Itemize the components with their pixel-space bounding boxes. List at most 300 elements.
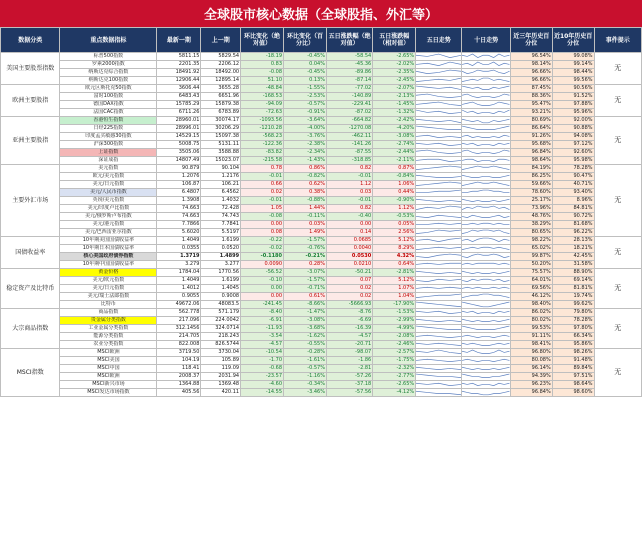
latest-value: 1.4049: [157, 237, 201, 245]
indicator-name: 富时100指数: [60, 93, 157, 101]
ten-year-percentile: 91.48%: [552, 357, 594, 365]
change-abs: -0.22: [241, 237, 284, 245]
five-day-abs: -4.57: [326, 333, 372, 341]
previous-value: 12895.14: [201, 77, 241, 85]
latest-value: 15785.29: [157, 101, 201, 109]
three-year-percentile: 96.66%: [510, 69, 552, 77]
ten-year-percentile: 90.47%: [552, 173, 594, 181]
five-day-pct: 8.29%: [373, 245, 416, 253]
change-pct: -3.08%: [284, 317, 327, 325]
five-day-abs: -87.02: [326, 109, 372, 117]
five-day-sparkline: [416, 381, 462, 389]
five-day-sparkline: [416, 53, 462, 61]
ten-day-sparkline: [462, 349, 510, 357]
latest-value: 1364.88: [157, 381, 201, 389]
table-row: [1, 269, 642, 277]
five-day-abs: -89.86: [326, 69, 372, 77]
ten-year-percentile: 97.51%: [552, 373, 594, 381]
ten-year-percentile: 97.88%: [552, 101, 594, 109]
three-year-percentile: 87.45%: [510, 85, 552, 93]
five-day-pct: -2.35%: [373, 69, 416, 77]
five-day-pct: -2.02%: [373, 61, 416, 69]
three-year-percentile: 88.36%: [510, 93, 552, 101]
change-pct: -1.55%: [284, 85, 327, 93]
previous-value: 324.0714: [201, 325, 241, 333]
header-change-abs: 环比变化（绝对值）: [241, 28, 284, 53]
change-pct: -1.43%: [284, 157, 327, 165]
change-pct: -0.34%: [284, 381, 327, 389]
latest-value: 28960.01: [157, 117, 201, 125]
change-pct: -2.34%: [284, 149, 327, 157]
indicator-name: 深证成指: [60, 157, 157, 165]
change-abs: -23.57: [241, 373, 284, 381]
previous-value: 30074.17: [201, 117, 241, 125]
five-day-pct: -17.90%: [373, 301, 416, 309]
five-day-sparkline: [416, 237, 462, 245]
five-day-sparkline: [416, 101, 462, 109]
change-pct: -0.71%: [284, 285, 327, 293]
change-pct: -0.57%: [284, 101, 327, 109]
five-day-sparkline: [416, 77, 462, 85]
event-tip: 无: [594, 53, 641, 85]
ten-year-percentile: 97.80%: [552, 325, 594, 333]
ten-day-sparkline: [462, 317, 510, 325]
ten-year-percentile: 98.44%: [552, 69, 594, 77]
previous-value: 1369.48: [201, 381, 241, 389]
latest-value: 14529.15: [157, 133, 201, 141]
five-day-sparkline: [416, 149, 462, 157]
table-row: [1, 109, 642, 117]
latest-value: 7.7866: [157, 221, 201, 229]
previous-value: 74.743: [201, 213, 241, 221]
page-title: 全球股市核心数据（全球股指、外汇等）: [0, 0, 642, 27]
five-day-abs: -318.85: [326, 157, 372, 165]
table-row: [1, 285, 642, 293]
five-day-pct: -0.53%: [373, 213, 416, 221]
latest-value: 104.19: [157, 357, 201, 365]
latest-value: 6711.26: [157, 109, 201, 117]
change-pct: -2.38%: [284, 141, 327, 149]
table-row: [1, 333, 642, 341]
previous-value: 6.4562: [201, 189, 241, 197]
previous-value: 0.9008: [201, 293, 241, 301]
change-abs: 51.10: [241, 77, 284, 85]
latest-value: 822.008: [157, 341, 201, 349]
ten-year-percentile: 90.88%: [552, 125, 594, 133]
previous-value: 6783.89: [201, 109, 241, 117]
table-row: [1, 165, 642, 173]
three-year-percentile: 84.19%: [510, 165, 552, 173]
change-pct: -3.68%: [284, 325, 327, 333]
indicator-name: 美元/欧元指数: [60, 277, 157, 285]
indicator-name: 核心美国政府债券指数: [60, 253, 157, 261]
previous-value: 2206.12: [201, 61, 241, 69]
latest-value: 12906.44: [157, 77, 201, 85]
latest-value: 3.279: [157, 261, 201, 269]
three-year-percentile: 86.02%: [510, 309, 552, 317]
previous-value: 1.4045: [201, 285, 241, 293]
change-pct: 0.61%: [284, 293, 327, 301]
change-abs: 0.66: [241, 181, 284, 189]
change-pct: 0.03%: [284, 221, 327, 229]
five-day-abs: 0.02: [326, 285, 372, 293]
indicator-name: 农业分类指数: [60, 341, 157, 349]
change-abs: 0.00: [241, 293, 284, 301]
five-day-pct: -2.81%: [373, 269, 416, 277]
table-row: [1, 85, 642, 93]
previous-value: 3.277: [201, 261, 241, 269]
change-abs: 0.08: [241, 229, 284, 237]
five-day-abs: 0.07: [326, 277, 372, 285]
ten-day-sparkline: [462, 309, 510, 317]
ten-day-sparkline: [462, 301, 510, 309]
five-day-abs: 0.00: [326, 221, 372, 229]
ten-year-percentile: 98.64%: [552, 381, 594, 389]
three-year-percentile: 95.47%: [510, 101, 552, 109]
indicator-name: 香港恒生指数: [60, 117, 157, 125]
change-pct: -0.45%: [284, 53, 327, 61]
five-day-abs: -57.26: [326, 373, 372, 381]
latest-value: 3505.06: [157, 149, 201, 157]
ten-year-percentile: 42.45%: [552, 253, 594, 261]
ten-day-sparkline: [462, 357, 510, 365]
five-day-sparkline: [416, 261, 462, 269]
ten-year-percentile: 93.40%: [552, 189, 594, 197]
change-abs: 1.05: [241, 205, 284, 213]
change-pct: -8.66%: [284, 301, 327, 309]
indicator-name: 欧元区斯托克50指数: [60, 85, 157, 93]
table-row: [1, 349, 642, 357]
three-year-percentile: 59.66%: [510, 181, 552, 189]
change-pct: -0.28%: [284, 349, 327, 357]
change-abs: -4.60: [241, 381, 284, 389]
previous-value: 3588.88: [201, 149, 241, 157]
table-row: [1, 189, 642, 197]
ten-year-percentile: 94.08%: [552, 133, 594, 141]
latest-value: 1.3908: [157, 197, 201, 205]
change-pct: -3.07%: [284, 269, 327, 277]
change-pct: -1.16%: [284, 373, 327, 381]
five-day-abs: -45.36: [326, 61, 372, 69]
five-day-sparkline: [416, 357, 462, 365]
indicator-name: 欧元/美元指数: [60, 173, 157, 181]
table-row: [1, 253, 642, 261]
five-day-pct: -0.90%: [373, 197, 416, 205]
ten-year-percentile: 8.96%: [552, 197, 594, 205]
five-day-pct: 2.56%: [373, 229, 416, 237]
ten-year-percentile: 98.26%: [552, 349, 594, 357]
five-day-pct: -2.08%: [373, 333, 416, 341]
ten-year-percentile: 98.60%: [552, 389, 594, 397]
latest-value: 74.663: [157, 213, 201, 221]
header-10y-pct: 近10年历史百分位: [552, 28, 594, 53]
indicator-name: 上证指数: [60, 149, 157, 157]
ten-year-percentile: 90.56%: [552, 85, 594, 93]
event-tip: 无: [594, 269, 641, 309]
ten-day-sparkline: [462, 389, 510, 397]
ten-year-percentile: 92.00%: [552, 117, 594, 125]
five-day-sparkline: [416, 117, 462, 125]
indicator-name: 罗素2000指数: [60, 61, 157, 69]
change-pct: 1.49%: [284, 229, 327, 237]
five-day-sparkline: [416, 349, 462, 357]
three-year-percentile: 96.23%: [510, 381, 552, 389]
ten-year-percentile: 31.58%: [552, 261, 594, 269]
change-abs: -1093.56: [241, 117, 284, 125]
five-day-pct: -2.99%: [373, 317, 416, 325]
five-day-abs: -0.01: [326, 197, 372, 205]
five-day-sparkline: [416, 301, 462, 309]
three-year-percentile: 93.21%: [510, 109, 552, 117]
latest-value: 1.4049: [157, 277, 201, 285]
ten-day-sparkline: [462, 253, 510, 261]
ten-day-sparkline: [462, 229, 510, 237]
latest-value: 405.56: [157, 389, 201, 397]
table-row: [1, 293, 642, 301]
event-tip: 无: [594, 309, 641, 349]
indicator-name: 沪深300指数: [60, 141, 157, 149]
change-abs: -0.10: [241, 277, 284, 285]
five-day-pct: -2.07%: [373, 85, 416, 93]
ten-year-percentile: 81.68%: [552, 221, 594, 229]
ten-day-sparkline: [462, 189, 510, 197]
latest-value: 0.0355: [157, 245, 201, 253]
table-row: [1, 93, 642, 101]
change-abs: -11.93: [241, 325, 284, 333]
ten-day-sparkline: [462, 213, 510, 221]
indicator-name: 标普500指数: [60, 53, 157, 61]
indicator-name: MSCI新兴市场: [60, 381, 157, 389]
latest-value: 106.87: [157, 181, 201, 189]
change-pct: -0.57%: [284, 365, 327, 373]
change-pct: 0.38%: [284, 189, 327, 197]
table-row: [1, 173, 642, 181]
table-row: [1, 181, 642, 189]
change-abs: -568.23: [241, 133, 284, 141]
three-year-percentile: 78.60%: [510, 189, 552, 197]
change-abs: -4.57: [241, 341, 284, 349]
change-abs: -48.84: [241, 85, 284, 93]
change-abs: -241.45: [241, 301, 284, 309]
three-year-percentile: 86.64%: [510, 125, 552, 133]
ten-day-sparkline: [462, 117, 510, 125]
five-day-sparkline: [416, 93, 462, 101]
five-day-pct: -1.53%: [373, 309, 416, 317]
ten-year-percentile: 66.34%: [552, 333, 594, 341]
previous-value: 7.7841: [201, 221, 241, 229]
five-day-abs: 1.12: [326, 181, 372, 189]
five-day-abs: -5666.93: [326, 301, 372, 309]
latest-value: 214.705: [157, 333, 201, 341]
table-row: [1, 357, 642, 365]
table-row: [1, 309, 642, 317]
change-pct: 0.62%: [284, 181, 327, 189]
previous-value: 5829.54: [201, 53, 241, 61]
five-day-abs: -77.02: [326, 85, 372, 93]
three-year-percentile: 80.08%: [510, 357, 552, 365]
five-day-sparkline: [416, 341, 462, 349]
indicator-name: MSCI美国: [60, 357, 157, 365]
ten-year-percentile: 96.22%: [552, 229, 594, 237]
latest-value: 5008.75: [157, 141, 201, 149]
change-pct: 1.44%: [284, 205, 327, 213]
change-pct: -0.91%: [284, 109, 327, 117]
latest-value: 562.778: [157, 309, 201, 317]
indicator-name: MSCI中国: [60, 365, 157, 373]
change-pct: -1.57%: [284, 237, 327, 245]
three-year-percentile: 73.96%: [510, 205, 552, 213]
ten-year-percentile: 40.71%: [552, 181, 594, 189]
latest-value: 6.4807: [157, 189, 201, 197]
five-day-sparkline: [416, 157, 462, 165]
five-day-abs: 0.14: [326, 229, 372, 237]
three-year-percentile: 99.53%: [510, 325, 552, 333]
change-abs: 0.02: [241, 189, 284, 197]
previous-value: 119.09: [201, 365, 241, 373]
five-day-pct: -2.32%: [373, 365, 416, 373]
ten-day-sparkline: [462, 333, 510, 341]
five-day-sparkline: [416, 189, 462, 197]
table-row: [1, 61, 642, 69]
change-pct: 0.04%: [284, 61, 327, 69]
event-tip: 无: [594, 85, 641, 117]
five-day-pct: -2.57%: [373, 349, 416, 357]
header-indicator: 重点数据指标: [60, 28, 157, 53]
change-abs: -0.1180: [241, 253, 284, 261]
table-row: [1, 141, 642, 149]
five-day-sparkline: [416, 165, 462, 173]
ten-day-sparkline: [462, 77, 510, 85]
five-day-abs: 0.82: [326, 165, 372, 173]
five-day-sparkline: [416, 125, 462, 133]
ten-day-sparkline: [462, 85, 510, 93]
five-day-pct: 5.12%: [373, 277, 416, 285]
five-day-pct: 0.44%: [373, 189, 416, 197]
table-row: [1, 197, 642, 205]
latest-value: 14807.49: [157, 157, 201, 165]
five-day-pct: 1.06%: [373, 181, 416, 189]
event-tip: 无: [594, 117, 641, 165]
previous-value: 2031.94: [201, 373, 241, 381]
indicator-name: 工业金属分类指数: [60, 325, 157, 333]
five-day-sparkline: [416, 61, 462, 69]
five-day-sparkline: [416, 269, 462, 277]
five-day-pct: 1.07%: [373, 285, 416, 293]
previous-value: 1.4032: [201, 197, 241, 205]
five-day-sparkline: [416, 221, 462, 229]
change-pct: 0.13%: [284, 77, 327, 85]
five-day-pct: -2.65%: [373, 381, 416, 389]
five-day-abs: 0.0040: [326, 245, 372, 253]
change-pct: -1.57%: [284, 277, 327, 285]
three-year-percentile: 91.11%: [510, 333, 552, 341]
three-year-percentile: 64.01%: [510, 277, 552, 285]
ten-year-percentile: 78.28%: [552, 165, 594, 173]
ten-year-percentile: 89.84%: [552, 365, 594, 373]
indicator-name: MSCI欧洲: [60, 349, 157, 357]
event-tip: 无: [594, 349, 641, 397]
change-pct: -3.46%: [284, 389, 327, 397]
change-pct: -3.64%: [284, 117, 327, 125]
five-day-sparkline: [416, 173, 462, 181]
indicator-name: 美元/瑞士法郎指数: [60, 293, 157, 301]
five-day-abs: -229.41: [326, 101, 372, 109]
latest-value: 3606.44: [157, 85, 201, 93]
five-day-pct: 1.04%: [373, 293, 416, 301]
three-year-percentile: 86.25%: [510, 173, 552, 181]
three-year-percentile: 98.14%: [510, 61, 552, 69]
five-day-sparkline: [416, 293, 462, 301]
five-day-pct: -2.11%: [373, 157, 416, 165]
indicator-name: 英镑/美元指数: [60, 197, 157, 205]
table-row: [1, 133, 642, 141]
category-label: 稳定资产及比特币: [1, 269, 60, 309]
table-row: [1, 261, 642, 269]
three-year-percentile: 65.02%: [510, 245, 552, 253]
change-abs: -72.63: [241, 109, 284, 117]
five-day-pct: 0.05%: [373, 221, 416, 229]
five-day-sparkline: [416, 197, 462, 205]
latest-value: 1.2076: [157, 173, 201, 181]
previous-value: 15879.38: [201, 101, 241, 109]
change-abs: -0.68: [241, 365, 284, 373]
ten-day-sparkline: [462, 293, 510, 301]
five-day-pct: -2.13%: [373, 93, 416, 101]
change-pct: -3.76%: [284, 133, 327, 141]
ten-year-percentile: 18.21%: [552, 245, 594, 253]
ten-day-sparkline: [462, 93, 510, 101]
change-abs: -0.08: [241, 69, 284, 77]
change-pct: -2.53%: [284, 93, 327, 101]
change-abs: -0.01: [241, 173, 284, 181]
ten-year-percentile: 84.81%: [552, 205, 594, 213]
five-day-sparkline: [416, 277, 462, 285]
five-day-sparkline: [416, 181, 462, 189]
change-abs: -83.82: [241, 149, 284, 157]
previous-value: 15097.38: [201, 133, 241, 141]
previous-value: 1.6199: [201, 277, 241, 285]
three-year-percentile: 91.26%: [510, 133, 552, 141]
indicator-name: 法国CAC指数: [60, 109, 157, 117]
category-label: MSCI指数: [1, 349, 60, 397]
change-abs: -18.19: [241, 53, 284, 61]
ten-day-sparkline: [462, 325, 510, 333]
indicator-name: 美元/日元指数: [60, 181, 157, 189]
previous-value: 420.11: [201, 389, 241, 397]
header-event: 事件提示: [594, 28, 641, 53]
ten-year-percentile: 78.28%: [552, 317, 594, 325]
three-year-percentile: 98.40%: [510, 301, 552, 309]
five-day-pct: -1.32%: [373, 109, 416, 117]
five-day-pct: 1.12%: [373, 205, 416, 213]
ten-day-sparkline: [462, 125, 510, 133]
latest-value: 74.663: [157, 205, 201, 213]
header-5d-abs: 五日涨跌幅（绝对值）: [326, 28, 372, 53]
three-year-percentile: 98.64%: [510, 157, 552, 165]
ten-day-sparkline: [462, 205, 510, 213]
five-day-sparkline: [416, 229, 462, 237]
indicator-name: 美元指数: [60, 165, 157, 173]
table-row: [1, 117, 642, 125]
change-abs: 0.78: [241, 165, 284, 173]
three-year-percentile: 69.56%: [510, 285, 552, 293]
table-row: [1, 149, 642, 157]
five-day-pct: -2.44%: [373, 149, 416, 157]
ten-day-sparkline: [462, 285, 510, 293]
ten-day-sparkline: [462, 237, 510, 245]
ten-day-sparkline: [462, 149, 510, 157]
indicator-name: MSCI欧洲: [60, 373, 157, 381]
